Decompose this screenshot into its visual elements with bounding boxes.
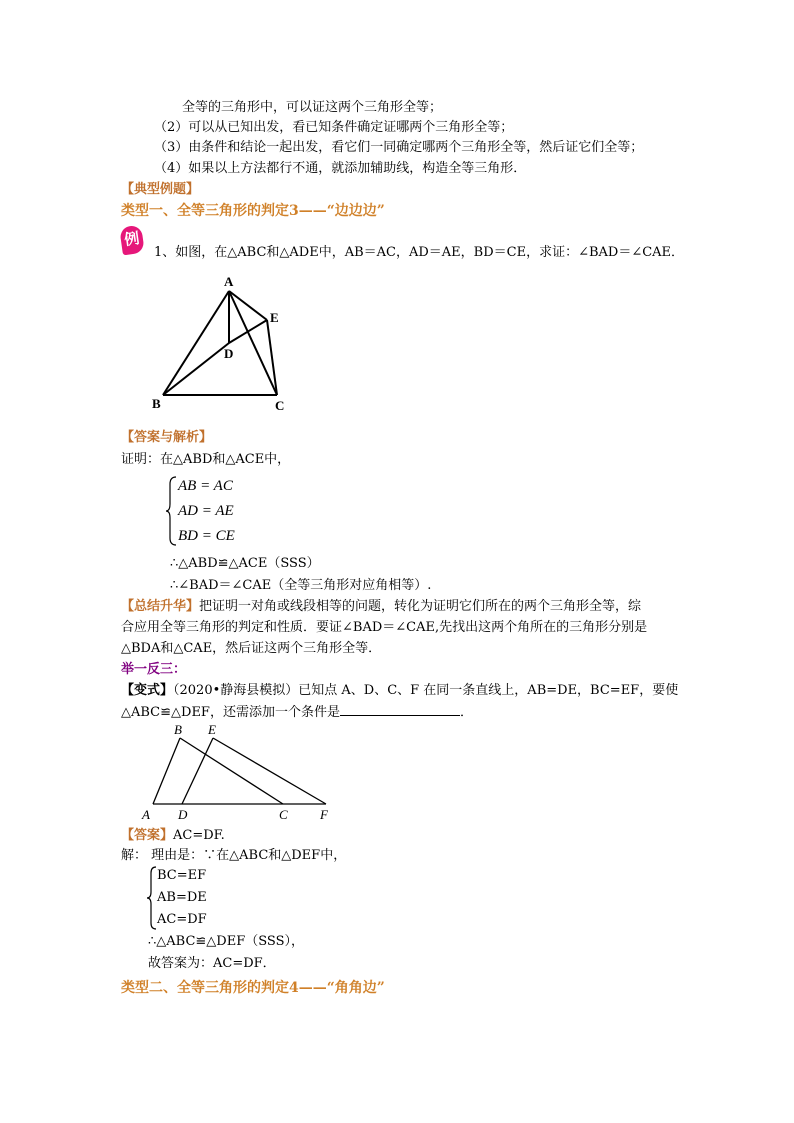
solution-eq-3: AC=DF — [157, 912, 207, 927]
variant-text-2: △ABC≌△DEF，还需添加一个条件是 — [121, 705, 340, 720]
label-B2: B — [174, 722, 182, 737]
variant-text-1: （2020•静海县模拟）已知点 A、D、C、F 在同一条直线上，AB=DE，BC=EF，要使 — [173, 683, 679, 698]
proof-eq-2: AD = AE — [178, 503, 234, 519]
answer-blank — [340, 703, 460, 716]
example-badge: 例 — [119, 225, 145, 256]
summary-line-3: △BDA和△CAE，然后证这两个三角形全等． — [121, 641, 382, 656]
label-F2: F — [320, 807, 328, 822]
segment-DE2 — [182, 738, 213, 804]
summary-line-1 — [121, 598, 641, 616]
proof-intro: 证明：在△ABD和△ACE中， — [121, 452, 291, 467]
segment-AB2 — [153, 738, 180, 804]
proof-eq-1: AB = AC — [178, 478, 233, 494]
variant-text-2-end: ． — [459, 705, 473, 720]
variant-answer — [121, 827, 225, 845]
section-typical-heading: 【典型例题】 — [121, 182, 200, 197]
solution-eq-1: BC=EF — [157, 868, 207, 883]
proof-brace — [166, 476, 178, 546]
figure2-triangles — [138, 722, 338, 822]
intro-line-2: （2）可以从已知出发，看已知条件确定证哪两个三角形全等； — [154, 120, 514, 135]
label-E: E — [270, 310, 279, 325]
segment-DE — [229, 320, 267, 343]
solution-intro: 解： 理由是：∵在△ABC和△DEF中， — [121, 848, 347, 863]
label-C2: C — [279, 807, 288, 822]
example1-text: 1、如图，在△ABC和△ADE中，AB＝AC，AD＝AE，BD＝CE，求证：∠BAD＝∠CAE． — [154, 245, 685, 260]
variant-answer-value: AC=DF. — [173, 828, 225, 843]
solution-brace — [147, 866, 157, 930]
label-C: C — [275, 398, 285, 413]
summary-label: 【总结升华】 — [121, 599, 200, 614]
label-D2: D — [178, 807, 188, 822]
solution-eq-2: AB=DE — [157, 890, 207, 905]
label-E2: E — [208, 722, 216, 737]
type1-title: 类型一、全等三角形的判定3——“边边边” — [121, 203, 385, 219]
variant-line-2 — [121, 703, 473, 722]
label-D: D — [224, 346, 234, 361]
type2-title: 类型二、全等三角形的判定4——“角角边” — [121, 980, 385, 996]
solution-conclusion: ∴△ABC≌△DEF（SSS）， — [148, 934, 304, 949]
variant-line-1 — [121, 682, 678, 700]
summary-text-1: 把证明一对角或线段相等的问题，转化为证明它们所在的两个三角形全等，综 — [199, 599, 642, 614]
label-A2: A — [142, 807, 150, 822]
label-B: B — [152, 396, 161, 411]
answer-heading: 【答案与解析】 — [121, 430, 213, 445]
variant-label: 【变式】 — [121, 683, 174, 698]
segment-EF2 — [213, 738, 326, 804]
label-A: A — [224, 274, 234, 289]
proof-conclusion-1: ∴△ABD≌△ACE（SSS） — [170, 556, 320, 571]
proof-eq-3: BD = CE — [178, 528, 235, 544]
proof-conclusion-2: ∴∠BAD＝∠CAE（全等三角形对应角相等）. — [170, 578, 432, 593]
summary-line-2: 合应用全等三角形的判定和性质．要证∠BAD＝∠CAE,先找出这两个角所在的三角形分别是 — [121, 620, 648, 635]
intro-line-4: （4）如果以上方法都行不通，就添加辅助线，构造全等三角形． — [154, 161, 527, 176]
segment-BC2 — [180, 738, 283, 804]
segment-AB — [163, 291, 229, 395]
segment-BD — [163, 343, 229, 395]
practice-heading: 举一反三： — [121, 662, 187, 677]
solution-final: 故答案为：AC=DF． — [148, 956, 276, 971]
intro-line-3: （3）由条件和结论一起出发，看它们一同确定哪两个三角形全等，然后证它们全等； — [154, 140, 644, 155]
variant-answer-label: 【答案】 — [121, 828, 174, 843]
figure1-triangle — [140, 270, 310, 420]
intro-line-1: 全等的三角形中，可以证这两个三角形全等； — [182, 100, 443, 115]
